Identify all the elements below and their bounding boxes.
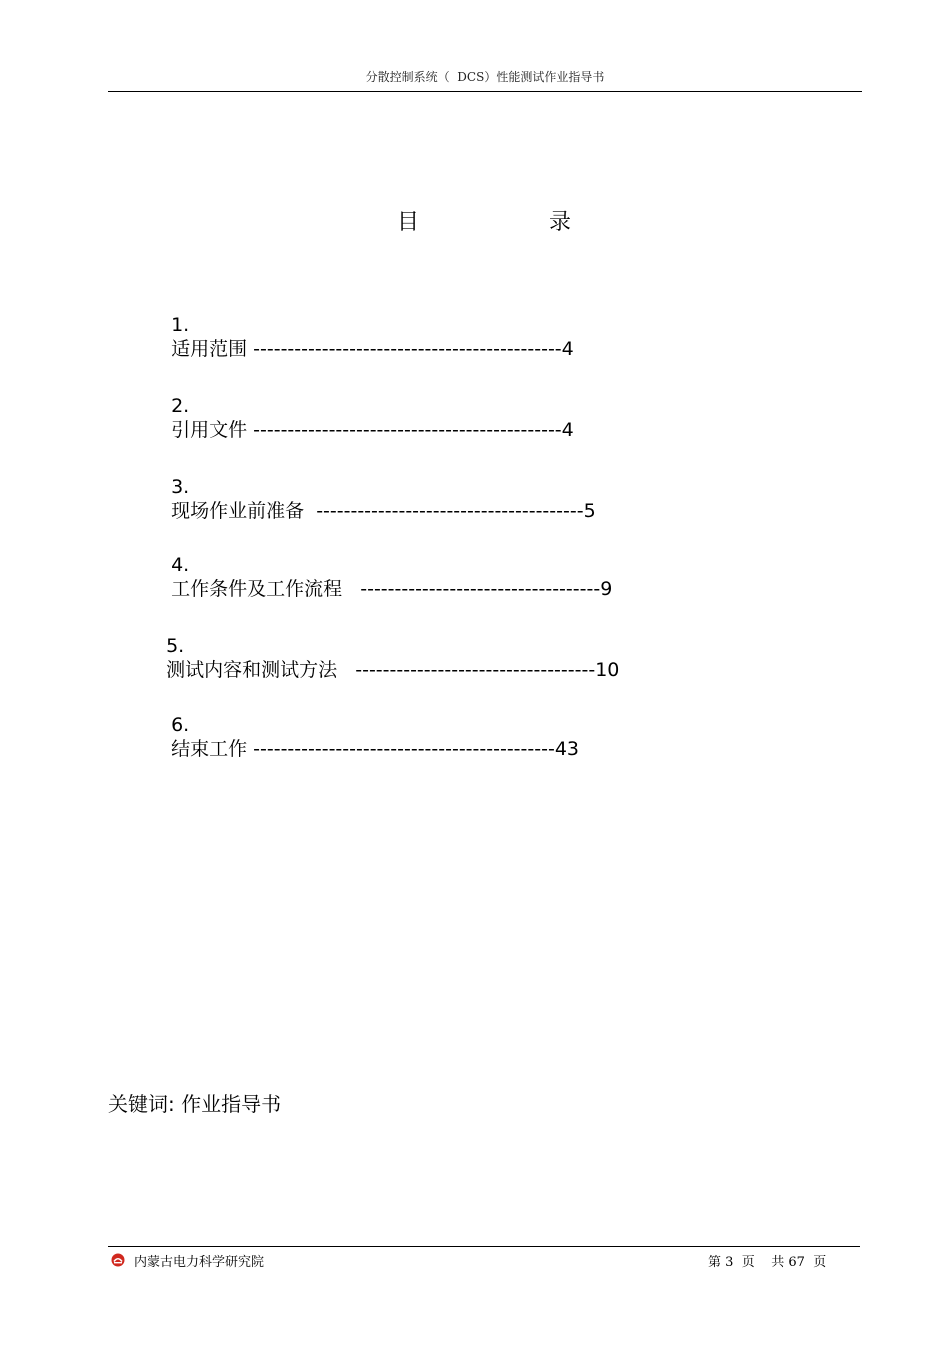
toc-entry-leader: ----------------------------------- [337, 659, 596, 681]
page-total: 67 [788, 1255, 805, 1270]
toc-entry-title: 测试内容和测试方法 [166, 659, 338, 681]
toc-entry-leader: -------------------------------------------- [247, 738, 555, 760]
toc-entry-4[interactable] [159, 529, 612, 601]
toc-entry-page: 10 [595, 659, 620, 681]
toc-entry-title: 工作条件及工作流程 [171, 578, 343, 600]
institute-logo-icon [111, 1253, 125, 1267]
keywords-value: 作业指导书 [181, 1092, 282, 1116]
page-current: 3 [725, 1255, 734, 1270]
toc-entry-leader: --------------------------------------------- [247, 338, 562, 360]
keywords-line [108, 1088, 281, 1117]
toc-entry-3[interactable] [159, 451, 596, 523]
toc-entry-leader: --------------------------------------------- [247, 419, 562, 441]
header-divider [108, 91, 862, 92]
footer-divider [108, 1246, 860, 1247]
toc-entry-number: 4. [171, 554, 190, 576]
toc-entry-5[interactable] [154, 610, 619, 682]
page-mid: 页 [741, 1255, 755, 1270]
page-suffix: 页 [813, 1255, 827, 1270]
toc-entry-number: 5. [166, 635, 185, 657]
page-prefix: 第 [708, 1255, 722, 1270]
toc-entry-number: 1. [171, 314, 190, 336]
toc-entry-1[interactable] [159, 289, 574, 361]
toc-entry-number: 3. [171, 476, 190, 498]
toc-entry-number: 6. [171, 714, 190, 736]
toc-entry-page: 5 [583, 500, 596, 522]
toc-entry-page: 43 [554, 738, 579, 760]
toc-entry-page: 9 [600, 578, 613, 600]
footer-organization: 内蒙古电力科学研究院 [134, 1255, 265, 1270]
toc-heading-char-1: 目 [397, 210, 420, 235]
toc-heading-char-2: 录 [549, 210, 572, 235]
toc-entry-page: 4 [561, 419, 574, 441]
toc-heading [0, 205, 950, 235]
page-total-prefix: 共 [771, 1255, 785, 1270]
toc-entry-page: 4 [561, 338, 574, 360]
toc-entry-number: 2. [171, 395, 190, 417]
toc-entry-title: 适用范围 [171, 338, 248, 360]
toc-entry-6[interactable] [159, 689, 579, 761]
keywords-label: 关键词: [108, 1092, 175, 1116]
page-header-title: 分散控制系统（ DCS）性能测试作业指导书 [365, 70, 605, 84]
toc-entry-leader: ----------------------------------- [342, 578, 601, 600]
toc-entry-title: 现场作业前准备 [171, 500, 305, 522]
toc-entry-2[interactable] [159, 370, 574, 442]
toc-entry-title: 引用文件 [171, 419, 248, 441]
footer-page-number [708, 1251, 826, 1270]
toc-entry-title: 结束工作 [171, 738, 248, 760]
toc-entry-leader: --------------------------------------- [304, 500, 584, 522]
